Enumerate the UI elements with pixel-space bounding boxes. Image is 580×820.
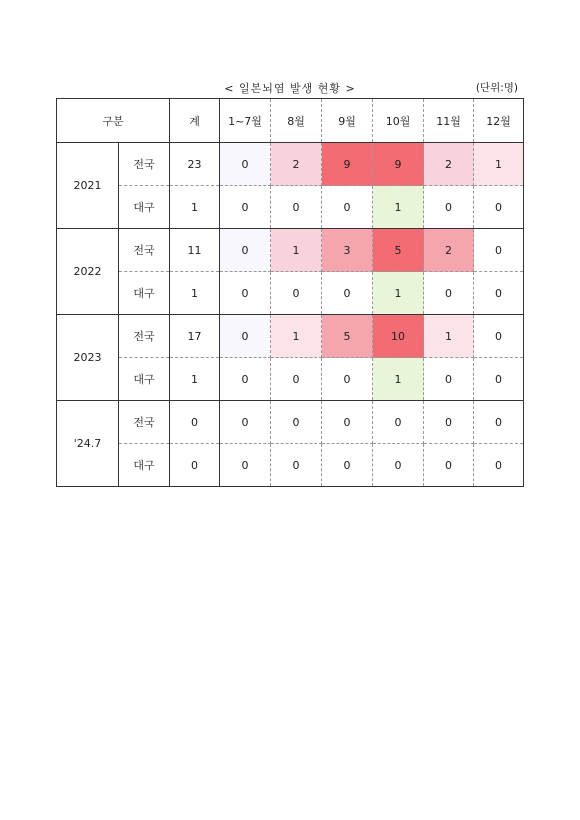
year-cell: '24.7	[57, 401, 119, 487]
month-value-cell: 2	[271, 143, 322, 186]
header-month: 10월	[373, 99, 424, 143]
year-cell: 2023	[57, 315, 119, 401]
month-value-cell: 0	[424, 444, 474, 487]
header-month: 1~7월	[220, 99, 271, 143]
month-value-cell: 0	[322, 401, 373, 444]
month-value-cell: 0	[373, 444, 424, 487]
month-value-cell: 0	[474, 186, 524, 229]
region-cell: 전국	[119, 143, 170, 186]
region-cell: 대구	[119, 358, 170, 401]
region-cell: 전국	[119, 401, 170, 444]
table-title: < 일본뇌염 발생 현황 >	[224, 82, 356, 95]
month-value-cell: 1	[373, 272, 424, 315]
month-value-cell: 0	[474, 315, 524, 358]
month-value-cell: 2	[424, 229, 474, 272]
month-value-cell: 3	[322, 229, 373, 272]
month-value-cell: 1	[373, 186, 424, 229]
month-value-cell: 0	[220, 272, 271, 315]
month-value-cell: 0	[474, 401, 524, 444]
table-row	[57, 229, 524, 272]
table-caption	[56, 79, 524, 97]
month-value-cell: 0	[220, 358, 271, 401]
total-cell: 0	[170, 401, 220, 444]
month-value-cell: 2	[424, 143, 474, 186]
month-value-cell: 0	[271, 272, 322, 315]
month-value-cell: 0	[220, 315, 271, 358]
month-value-cell: 10	[373, 315, 424, 358]
table-row	[57, 186, 524, 229]
header-row	[57, 99, 524, 143]
month-value-cell: 0	[474, 272, 524, 315]
table-row	[57, 358, 524, 401]
month-value-cell: 1	[271, 315, 322, 358]
month-value-cell: 0	[271, 401, 322, 444]
total-cell: 23	[170, 143, 220, 186]
month-value-cell: 0	[424, 186, 474, 229]
region-cell: 대구	[119, 444, 170, 487]
month-value-cell: 0	[322, 358, 373, 401]
month-value-cell: 0	[424, 358, 474, 401]
month-value-cell: 0	[474, 229, 524, 272]
month-value-cell: 0	[220, 444, 271, 487]
total-cell: 1	[170, 358, 220, 401]
month-value-cell: 1	[424, 315, 474, 358]
header-total: 계	[170, 99, 220, 143]
month-value-cell: 9	[373, 143, 424, 186]
month-value-cell: 0	[220, 401, 271, 444]
month-value-cell: 5	[322, 315, 373, 358]
header-month: 12월	[474, 99, 524, 143]
year-cell: 2022	[57, 229, 119, 315]
month-value-cell: 0	[220, 186, 271, 229]
region-cell: 전국	[119, 315, 170, 358]
month-value-cell: 0	[424, 272, 474, 315]
month-value-cell: 0	[322, 186, 373, 229]
unit-label: (단위:명)	[475, 82, 518, 94]
encephalitis-stats-table	[56, 98, 524, 487]
region-cell: 전국	[119, 229, 170, 272]
header-month: 9월	[322, 99, 373, 143]
total-cell: 17	[170, 315, 220, 358]
month-value-cell: 0	[322, 444, 373, 487]
month-value-cell: 5	[373, 229, 424, 272]
month-value-cell: 1	[474, 143, 524, 186]
month-value-cell: 1	[271, 229, 322, 272]
total-cell: 1	[170, 186, 220, 229]
month-value-cell: 1	[373, 358, 424, 401]
total-cell: 1	[170, 272, 220, 315]
month-value-cell: 0	[424, 401, 474, 444]
total-cell: 11	[170, 229, 220, 272]
header-category: 구분	[57, 99, 170, 143]
header-month: 11월	[424, 99, 474, 143]
month-value-cell: 0	[322, 272, 373, 315]
month-value-cell: 0	[373, 401, 424, 444]
month-value-cell: 0	[220, 143, 271, 186]
month-value-cell: 0	[220, 229, 271, 272]
year-cell: 2021	[57, 143, 119, 229]
table-row	[57, 143, 524, 186]
region-cell: 대구	[119, 186, 170, 229]
table-row	[57, 401, 524, 444]
header-month: 8월	[271, 99, 322, 143]
total-cell: 0	[170, 444, 220, 487]
month-value-cell: 0	[271, 358, 322, 401]
month-value-cell: 0	[474, 444, 524, 487]
table-row	[57, 272, 524, 315]
table-row	[57, 444, 524, 487]
month-value-cell: 9	[322, 143, 373, 186]
month-value-cell: 0	[271, 186, 322, 229]
table-row	[57, 315, 524, 358]
region-cell: 대구	[119, 272, 170, 315]
month-value-cell: 0	[474, 358, 524, 401]
month-value-cell: 0	[271, 444, 322, 487]
